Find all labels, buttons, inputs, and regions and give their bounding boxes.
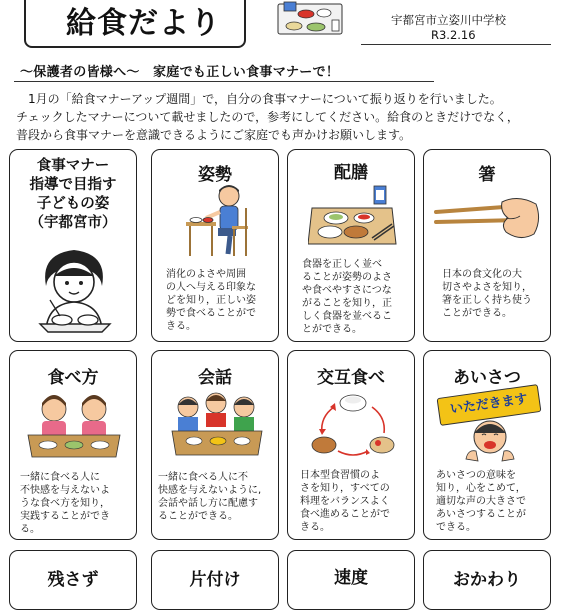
card-title: あいさつ: [453, 368, 521, 388]
goal-title-line: （宇都宮市）: [29, 214, 117, 231]
desc-line: 食器を正しく並べ: [302, 259, 382, 270]
desc-line: 食べ進めることがで: [300, 509, 390, 520]
desc-line: ることができる。: [158, 511, 238, 522]
goal-card: [9, 149, 137, 342]
desc-line: あいさつの意味を: [436, 470, 516, 481]
card-title: 姿勢: [198, 165, 232, 185]
desc-line: あいさつすることが: [436, 509, 526, 520]
itadakimasu-sign: いただきます: [437, 384, 542, 426]
card-title: 片付け: [189, 570, 241, 590]
card-seconds: [423, 550, 551, 610]
school-name: 宇都宮市立姿川中学校: [391, 13, 506, 27]
intro-line: チェックしたマナーについて載せましたので，参考にしてください。給食のときだけでなく，: [16, 110, 519, 124]
desc-line: 切さやよさを知り，: [442, 282, 532, 293]
lunch-tray-illustration: [276, 0, 346, 38]
card-no-leftovers: [9, 550, 137, 610]
desc-line: 適切な声の大きさで: [436, 496, 526, 507]
desc-line: きる。: [166, 321, 196, 332]
title-frame: [24, 0, 246, 48]
card-description: [166, 268, 272, 333]
card-speed: [287, 550, 415, 610]
desc-line: しく食器を並べるこ: [302, 311, 392, 322]
desc-line: ことができる。: [442, 308, 512, 319]
desc-line: 実践することができ: [20, 511, 110, 522]
desc-line: 知り，心をこめて，: [436, 483, 526, 494]
card-description: [302, 258, 408, 336]
desc-line: とができる。: [302, 324, 362, 335]
card-title: 配膳: [334, 163, 368, 183]
desc-line: 一緒に食べる人に不: [158, 472, 248, 483]
card-description: [300, 469, 408, 534]
goal-card-title: [10, 156, 136, 232]
subtitle: ～保護者の皆様へ～ 家庭でも正しい食事マナーで！: [20, 65, 340, 80]
desc-line: 箸を正しく持ち使う: [442, 295, 532, 306]
intro-text: [16, 90, 556, 144]
card-title: 食べ方: [47, 368, 99, 388]
girl-eating-illustration: [30, 240, 118, 336]
desc-line: 料理をバランスよく: [300, 496, 390, 507]
card-title: 会話: [198, 368, 232, 388]
desc-line: 快感を与えないように,: [158, 485, 262, 496]
card-description: [20, 471, 130, 536]
card-conversation: [151, 350, 279, 540]
desc-line: 勢で食べることがで: [166, 308, 256, 319]
desc-line: 会話や話し方に配慮す: [158, 498, 258, 509]
card-description: [158, 471, 272, 523]
card-chopsticks: [423, 149, 551, 342]
desc-line: うな食べ方を知り，: [20, 498, 110, 509]
eating-children-illustration: [24, 391, 124, 461]
desc-line: ることが姿勢のよさ: [302, 272, 392, 283]
card-title: 速度: [334, 568, 368, 588]
intro-line: 普段から食事マナーを意識できるようにご家庭でも声かけお願いします。: [16, 128, 412, 142]
card-greeting: [423, 350, 551, 540]
header-rule: [361, 44, 551, 45]
desc-line: 一緒に食べる人に: [20, 472, 100, 483]
desc-line: る。: [20, 524, 40, 535]
desc-line: さを知り，すべての: [300, 483, 390, 494]
desc-line: 消化のよさや周囲: [166, 269, 246, 280]
greeting-child-illustration: [462, 415, 518, 463]
card-title: おかわり: [453, 570, 521, 590]
page-title: 給食だより: [66, 6, 221, 41]
card-title: 交互食べ: [317, 368, 385, 388]
card-description: [442, 268, 544, 320]
desc-line: や食べやすさにつな: [302, 285, 392, 296]
card-alternate-eating: [287, 350, 415, 540]
desc-line: 不快感を与えないよ: [20, 485, 110, 496]
issue-date: R3.2.16: [431, 28, 476, 42]
intro-line: 1月の「給食マナーアップ週間」で，自分の食事マナーについて振り返りを行いました。: [16, 92, 502, 106]
card-cleanup: [151, 550, 279, 610]
card-title: 箸: [478, 165, 496, 185]
card-title: 残さず: [47, 570, 99, 590]
goal-title-line: 子どもの姿: [36, 195, 110, 212]
desc-line: できる。: [436, 522, 476, 533]
desc-line: の人へ与える印象な: [166, 282, 256, 293]
card-serving: [287, 149, 415, 342]
desc-line: どを知り，正しい姿: [166, 295, 256, 306]
posture-illustration: [182, 182, 254, 260]
tray-setting-illustration: [308, 184, 398, 252]
chopsticks-hand-illustration: [434, 196, 542, 246]
desc-line: 日本型食習慣のよ: [300, 470, 380, 481]
goal-title-line: 指導で目指す: [29, 176, 117, 193]
alternate-eating-cycle-illustration: [310, 389, 396, 461]
desc-line: きる。: [300, 522, 330, 533]
card-eating-style: [9, 350, 137, 540]
group-conversation-illustration: [170, 389, 264, 461]
desc-line: がることを知り，正: [302, 298, 392, 309]
desc-line: 日本の食文化の大: [442, 269, 522, 280]
card-description: [436, 469, 544, 534]
subtitle-rule: [14, 81, 434, 82]
card-posture: [151, 149, 279, 342]
goal-title-line: 食事マナー: [36, 157, 110, 174]
